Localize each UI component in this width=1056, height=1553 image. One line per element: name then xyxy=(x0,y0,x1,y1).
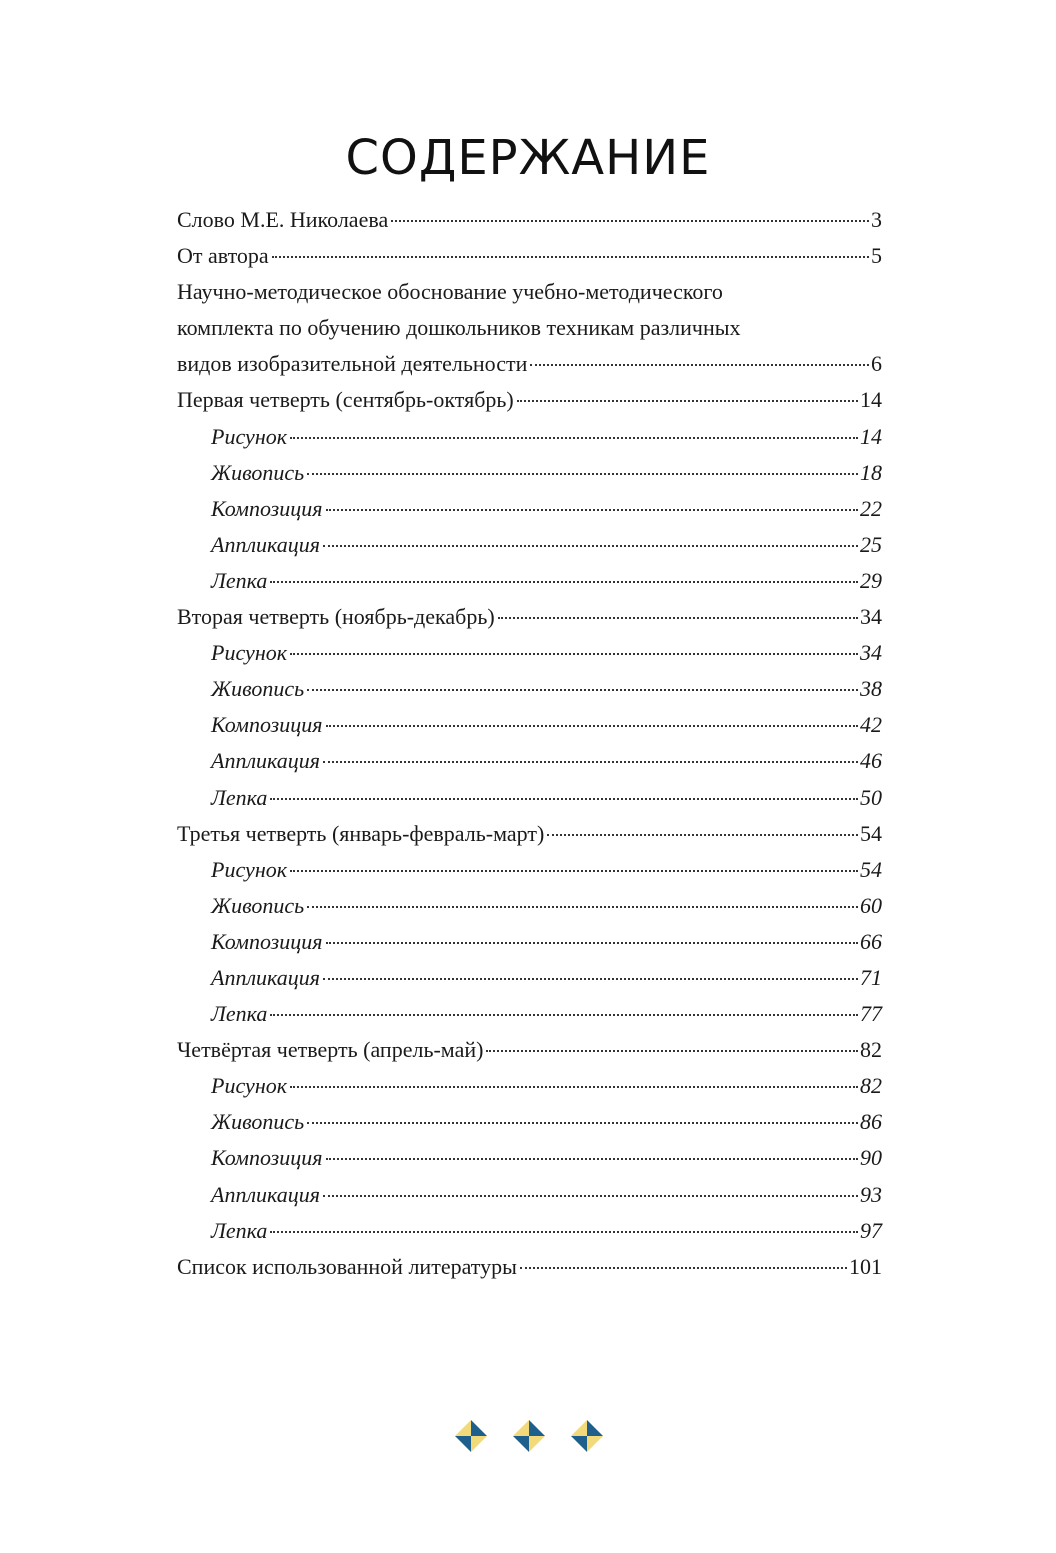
dot-leader xyxy=(323,545,858,547)
dot-leader xyxy=(323,761,858,763)
dot-leader xyxy=(270,1231,858,1233)
dot-leader xyxy=(270,798,858,800)
dot-leader xyxy=(270,1014,858,1016)
toc-subentry[interactable] xyxy=(177,1068,882,1104)
toc-subentry[interactable] xyxy=(177,960,882,996)
toc-page-number: 34 xyxy=(860,640,882,666)
toc-label: Живопись xyxy=(211,892,305,918)
toc-label: Лепка xyxy=(211,784,268,810)
toc-label: Аппликация xyxy=(211,531,321,557)
dot-leader xyxy=(547,834,858,836)
toc-subentry[interactable] xyxy=(177,780,882,816)
toc-label: Рисунок xyxy=(211,1073,288,1099)
toc-label: Аппликация xyxy=(211,1181,321,1207)
toc-page-number: 22 xyxy=(860,495,882,521)
toc-subentry[interactable] xyxy=(177,743,882,779)
toc-page-number: 71 xyxy=(860,964,882,990)
toc-subentry[interactable] xyxy=(177,1104,882,1140)
toc-label: Лепка xyxy=(211,567,268,593)
toc-page-number: 93 xyxy=(860,1181,882,1207)
toc-label-line-3: видов изобразительной деятельности xyxy=(177,351,528,377)
toc-page-number: 18 xyxy=(860,459,882,485)
dot-leader xyxy=(290,870,858,872)
toc-label: Слово М.Е. Николаева xyxy=(177,207,389,232)
page-ornament xyxy=(453,1418,605,1454)
toc-label: Живопись xyxy=(211,459,305,485)
toc-label-line-1: Научно-методическое обоснование учебно-методического xyxy=(177,279,723,305)
toc-subentry[interactable] xyxy=(177,1140,882,1176)
toc-subentry[interactable] xyxy=(177,1177,882,1213)
toc-page-number: 54 xyxy=(860,856,882,882)
dot-leader xyxy=(520,1267,847,1269)
toc-page-number: 66 xyxy=(860,928,882,954)
dot-leader xyxy=(326,1158,859,1160)
toc-page-number: 82 xyxy=(860,1073,882,1099)
diamond-ornament-icon xyxy=(511,1418,547,1454)
toc-page-number: 6 xyxy=(871,351,882,377)
toc-subentry[interactable] xyxy=(177,671,882,707)
toc-page-number: 46 xyxy=(860,748,882,774)
toc-label: Лепка xyxy=(211,1001,268,1027)
dot-leader xyxy=(307,906,858,908)
dot-leader xyxy=(323,978,858,980)
toc-label: Список использованной литературы xyxy=(177,1253,517,1279)
toc-label: Рисунок xyxy=(211,640,288,666)
toc-entry-foreword[interactable] xyxy=(177,202,882,238)
toc-page-number: 34 xyxy=(860,604,882,630)
dot-leader xyxy=(307,473,858,475)
toc-label: Четвёртая четверть (апрель-май) xyxy=(177,1037,484,1063)
dot-leader xyxy=(391,220,869,222)
toc-label: Рисунок xyxy=(211,423,288,449)
toc-label: Аппликация xyxy=(211,964,321,990)
dot-leader xyxy=(517,400,858,402)
toc-subentry[interactable] xyxy=(177,888,882,924)
toc-page-number: 90 xyxy=(860,1145,882,1171)
toc-label: Композиция xyxy=(211,495,323,521)
toc-page-number: 54 xyxy=(860,820,882,846)
toc-subentry[interactable] xyxy=(177,1213,882,1249)
toc-page-number: 60 xyxy=(860,892,882,918)
dot-leader xyxy=(323,1195,858,1197)
toc-entry-basis[interactable] xyxy=(177,274,882,382)
dot-leader xyxy=(307,689,858,691)
toc-page-number: 3 xyxy=(871,207,882,232)
toc-label: Живопись xyxy=(211,1109,305,1135)
toc-label: Композиция xyxy=(211,1145,323,1171)
dot-leader xyxy=(498,617,858,619)
dot-leader xyxy=(290,1086,858,1088)
dot-leader xyxy=(486,1050,858,1052)
toc-label: Композиция xyxy=(211,712,323,738)
dot-leader xyxy=(270,581,858,583)
toc-page-number: 82 xyxy=(860,1037,882,1063)
toc-label: Живопись xyxy=(211,676,305,702)
toc-subentry[interactable] xyxy=(177,852,882,888)
page-title: СОДЕРЖАНИЕ xyxy=(345,130,711,186)
dot-leader xyxy=(326,725,859,727)
toc-page-number: 97 xyxy=(860,1217,882,1243)
toc-label: Рисунок xyxy=(211,856,288,882)
toc-entry-author[interactable] xyxy=(177,238,882,274)
dot-leader xyxy=(290,437,858,439)
toc-subentry[interactable] xyxy=(177,491,882,527)
toc-page-number: 50 xyxy=(860,784,882,810)
dot-leader xyxy=(290,653,858,655)
toc-subentry[interactable] xyxy=(177,419,882,455)
toc-label: Лепка xyxy=(211,1217,268,1243)
toc-subentry[interactable] xyxy=(177,635,882,671)
toc-label: Аппликация xyxy=(211,748,321,774)
toc-label: Композиция xyxy=(211,928,323,954)
toc-label: Вторая четверть (ноябрь-декабрь) xyxy=(177,604,495,630)
toc-page-number: 86 xyxy=(860,1109,882,1135)
toc-subentry[interactable] xyxy=(177,707,882,743)
toc-page-number: 101 xyxy=(849,1253,882,1279)
toc-page-number: 14 xyxy=(860,423,882,449)
toc-page-number: 5 xyxy=(871,243,882,269)
diamond-ornament-icon xyxy=(453,1418,489,1454)
toc-label: От автора xyxy=(177,243,269,269)
dot-leader xyxy=(272,256,869,258)
toc-page-number: 77 xyxy=(860,1001,882,1027)
toc-page-number: 25 xyxy=(860,531,882,557)
toc-subentry[interactable] xyxy=(177,527,882,563)
toc-subentry[interactable] xyxy=(177,924,882,960)
toc-label: Первая четверть (сентябрь-октябрь) xyxy=(177,387,514,413)
toc-page-number: 42 xyxy=(860,712,882,738)
toc-entry-quarter-2[interactable] xyxy=(177,599,882,635)
table-of-contents xyxy=(177,202,882,1285)
dot-leader xyxy=(307,1122,858,1124)
toc-page-number: 38 xyxy=(860,676,882,702)
dot-leader xyxy=(530,364,869,366)
diamond-ornament-icon xyxy=(569,1418,605,1454)
toc-label: Третья четверть (январь-февраль-март) xyxy=(177,820,545,846)
dot-leader xyxy=(326,942,859,944)
toc-entry-quarter-1[interactable] xyxy=(177,382,882,418)
dot-leader xyxy=(326,509,859,511)
toc-page-number: 14 xyxy=(860,387,882,413)
toc-label-line-2: комплекта по обучению дошкольников техникам различных xyxy=(177,315,741,341)
toc-subentry[interactable] xyxy=(177,996,882,1032)
toc-page-number: 29 xyxy=(860,567,882,593)
toc-subentry[interactable] xyxy=(177,455,882,491)
toc-entry-references[interactable] xyxy=(177,1249,882,1285)
toc-entry-quarter-3[interactable] xyxy=(177,816,882,852)
toc-entry-quarter-4[interactable] xyxy=(177,1032,882,1068)
toc-subentry[interactable] xyxy=(177,563,882,599)
